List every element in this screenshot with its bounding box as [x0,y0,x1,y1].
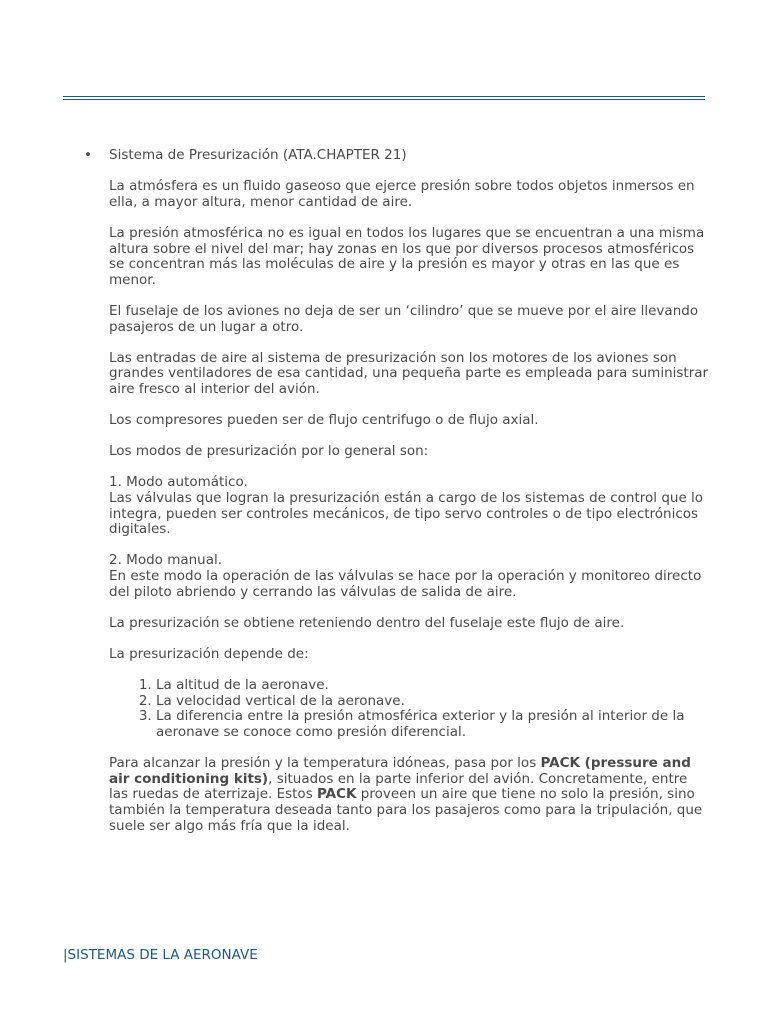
pack-text-1: Para alcanzar la presión y la temperatura idóneas, pasa por los [109,755,541,772]
mode-manual-block [109,553,709,600]
header-double-rule [63,96,705,100]
section-title: Sistema de Presurización (ATA.CHAPTER 21) [109,147,407,163]
bullet-icon: • [84,147,92,163]
list-item: 1. La altitud de la aeronave. [156,678,709,694]
mode-automatic-block [109,475,709,537]
paragraph-modes-intro: Los modos de presurización por lo general son: [109,443,429,460]
factors-list [109,678,709,740]
mode-manual-title: 2. Modo manual. [109,552,223,569]
mode-automatic-text: Las válvulas que logran la presurización están a cargo de los sistemas de control que lo integra, pueden ser controles mecánicos, de tipo servo controles o de tipo electrónicos digitales. [109,490,704,538]
paragraph-compressors: Los compresores pueden ser de flujo centrifugo o de flujo axial. [109,412,539,429]
footer-title: |SISTEMAS DE LA AERONAVE [63,947,258,963]
paragraph-pressurization-retention: La presurización se obtiene reteniendo dentro del fuselaje este flujo de aire. [109,614,625,631]
paragraph-atmosphere: La atmósfera es un fluido gaseoso que ejerce presión sobre todos objetos inmersos en ella, a mayor altura, menor cantidad de aire. [109,178,695,210]
pack-bold-2: PACK [317,786,357,803]
paragraph-fuselage: El fuselaje de los aviones no deja de ser un ‘cilindro’ que se mueve por el aire llevando pasajeros de un lugar a otro. [109,302,699,335]
document-body [84,147,709,850]
pack-text-2: , situados en la parte inferior del avión. Concretamente, entre las ruedas de aterrizaje. Estos [109,770,688,803]
list-item: 2. La velocidad vertical de la aeronave. [156,694,709,710]
paragraph-air-inlets: Las entradas de aire al sistema de presurización son los motores de los aviones son grandes ventiladores de esa cantidad, una pequeña parte es empleada para suministrar aire fresco al interior del avión. [109,349,709,397]
mode-manual-text: En este modo la operación de las válvulas se hace por la operación y monitoreo directo del piloto abriendo y cerrando las válvulas de salida de aire. [109,568,702,600]
paragraph-pack [109,756,709,834]
paragraph-depends-on: La presurización depende de: [109,646,309,662]
section-heading [84,147,709,164]
mode-automatic-title: 1. Modo automático. [109,474,248,491]
paragraph-atmospheric-pressure: La presión atmosférica no es igual en todos los lugares que se encuentran a una misma altura sobre el nivel del mar; hay zonas en los que por diversos procesos atmosféricos se concentran más las moléculas de aire y la presión es mayor y otras en las que es menor. [109,224,705,288]
pack-text-3: proveen un aire que tiene no solo la presión, sino también la temperatura deseada tanto para los pasajeros como para la tripulación, que suele ser algo más fría que la ideal. [109,786,703,834]
list-item: 3. La diferencia entre la presión atmosférica exterior y la presión al interior de la aeronave se conoce como presión diferencial. [156,709,709,740]
pack-bold-1: PACK (pressure and air conditioning kits) [109,755,691,787]
